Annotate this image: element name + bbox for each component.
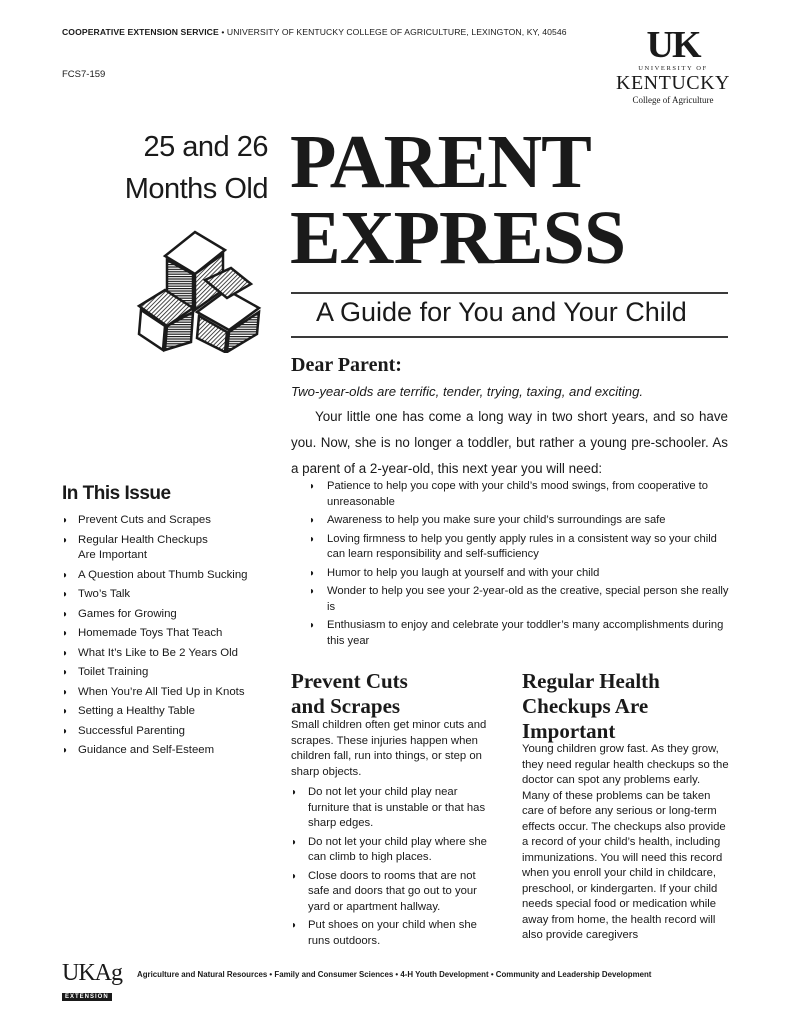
bullet-icon: ◗ — [62, 745, 69, 756]
bullet-icon: ◗ — [309, 481, 316, 492]
bullet-icon: ◗ — [62, 589, 69, 600]
cuts-list — [291, 785, 496, 952]
bullet-icon: ◗ — [309, 515, 316, 526]
issue-item: ◗ Regular Health Checkups Are Important — [62, 533, 208, 561]
list-item: ◗ Loving firmness to help you gently apply rules in a consistent way so your child can learn responsibility and self-sufficiency — [309, 532, 717, 560]
issue-item: ◗ Games for Growing — [62, 607, 272, 623]
issue-item: ◗ Prevent Cuts and Scrapes — [62, 513, 272, 529]
list-item: ◗ Close doors to rooms that are not safe and doors that go out to your yard or apartment hallway. — [291, 869, 477, 913]
ukag-extension-logo — [62, 960, 130, 1000]
header-organization — [62, 27, 567, 37]
bullet-icon: ◗ — [291, 787, 298, 798]
bullet-icon: ◗ — [62, 725, 69, 737]
uk-logo-university: UNIVERSITY OF — [638, 65, 708, 72]
title-line-1: PARENT — [290, 120, 591, 204]
dear-parent-heading: Dear Parent: — [291, 354, 402, 376]
issue-item: ◗ Homemade Toys That Teach — [62, 626, 272, 642]
list-item: ◗ Enthusiasm to enjoy and celebrate your toddler’s many accomplishments during this year — [309, 619, 724, 647]
bullet-icon: ◗ — [309, 620, 316, 631]
dear-parent-tagline: Two-year-olds are terrific, tender, trying, taxing, and exciting. — [291, 384, 644, 399]
bullet-icon: ◗ — [62, 534, 69, 546]
bullet-icon: ◗ — [62, 628, 69, 639]
in-this-issue-heading: In This Issue — [62, 483, 171, 504]
title-line-2: EXPRESS — [290, 196, 626, 280]
list-item: ◗ Put shoes on your child when she runs outdoors. — [291, 919, 477, 947]
ukag-logo-text: UKAg — [62, 960, 122, 986]
bullet-icon: ◗ — [291, 836, 298, 848]
uk-logo-kentucky: KENTUCKY — [616, 72, 730, 94]
issue-item: ◗ A Question about Thumb Sucking — [62, 568, 272, 584]
age-range — [100, 126, 268, 210]
ukag-logo-extension: EXTENSION — [62, 993, 112, 1001]
bullet-icon: ◗ — [62, 569, 69, 581]
cuts-heading: Prevent Cuts and Scrapes — [291, 669, 408, 718]
list-item: ◗ Patience to help you cope with your child’s mood swings, from cooperative to unreasonable — [309, 480, 708, 508]
list-item: ◗ Humor to help you laugh at yourself and with your child — [309, 566, 734, 582]
issue-item: ◗ Toilet Training — [62, 665, 272, 681]
bullet-icon: ◗ — [62, 667, 69, 678]
uk-logo-mark: UK — [646, 24, 700, 66]
list-item: ◗ Do not let your child play near furniture that is unstable or that has sharp edges. — [291, 786, 486, 829]
bullet-icon: ◗ — [291, 870, 298, 882]
bullet-icon: ◗ — [62, 515, 69, 526]
list-item: ◗ Awareness to help you make sure your child’s surroundings are safe — [309, 513, 734, 529]
uk-logo-college: College of Agriculture — [632, 95, 714, 105]
issue-item: ◗ Two’s Talk — [62, 587, 272, 603]
bullet-icon: ◗ — [309, 586, 316, 597]
issue-item: ◗ What It’s Like to Be 2 Years Old — [62, 646, 272, 662]
age-line-2: Months Old — [124, 173, 268, 205]
issue-item: ◗ When You’re All Tied Up in Knots — [62, 685, 272, 701]
title-rule-top — [291, 292, 728, 294]
bullet-icon: ◗ — [62, 608, 69, 620]
bullet-icon: ◗ — [309, 567, 316, 579]
header-org-rest: • UNIVERSITY OF KENTUCKY COLLEGE OF AGRICULTURE, LEXINGTON, KY, 40546 — [218, 27, 567, 37]
issue-item: ◗ Successful Parenting — [62, 724, 272, 740]
parent-needs-list — [309, 479, 734, 652]
list-item: ◗ Do not let your child play where she can climb to high places. — [291, 835, 487, 863]
uk-logo — [614, 26, 732, 104]
bullet-icon: ◗ — [291, 920, 298, 931]
health-heading: Regular Health Checkups Are Important — [522, 669, 660, 743]
newsletter-title — [290, 120, 626, 280]
newsletter-subtitle: A Guide for You and Your Child — [316, 297, 687, 327]
title-rule-bottom — [291, 336, 728, 338]
issue-item: ◗ Setting a Healthy Table — [62, 704, 272, 720]
issue-item: ◗ Guidance and Self-Esteem — [62, 743, 272, 759]
bullet-icon: ◗ — [62, 686, 69, 698]
cuts-intro: Small children often get minor cuts and scrapes. These injuries happen when children fall, run into things, or step on sharp objects. — [291, 719, 487, 778]
bullet-icon: ◗ — [309, 533, 316, 545]
bullet-icon: ◗ — [62, 647, 69, 659]
footer-programs: Agriculture and Natural Resources • Family and Consumer Sciences • 4-H Youth Development • Community and Leadership Development — [137, 970, 652, 979]
dear-parent-body: Your little one has come a long way in two short years, and so have you. Now, she is no longer a toddler, but rather a young pre-schooler. As a parent of a 2-year-old, this next year you will need: — [291, 409, 728, 476]
bullet-icon: ◗ — [62, 706, 69, 717]
health-body: Young children grow fast. As they grow, they need regular health checkups so the doctor can spot any problems early. Many of these problems can be taken care of before any serious or long-term effects occur. The checkups also provide a record of your child’s health, including immunizations. You will need this record when you enroll your child in childcare, preschool, or kindergarten. If your child needs special food or medication while away from home, the health record will also provide caregivers — [522, 743, 729, 941]
in-this-issue-list — [62, 513, 272, 763]
list-item: ◗ Wonder to help you see your 2-year-old as the creative, special person she really is — [309, 585, 729, 613]
publication-code: FCS7-159 — [62, 69, 106, 80]
cubes-illustration — [135, 228, 265, 353]
header-org-bold: COOPERATIVE EXTENSION SERVICE — [62, 27, 219, 37]
age-line-1: 25 and 26 — [143, 131, 268, 163]
